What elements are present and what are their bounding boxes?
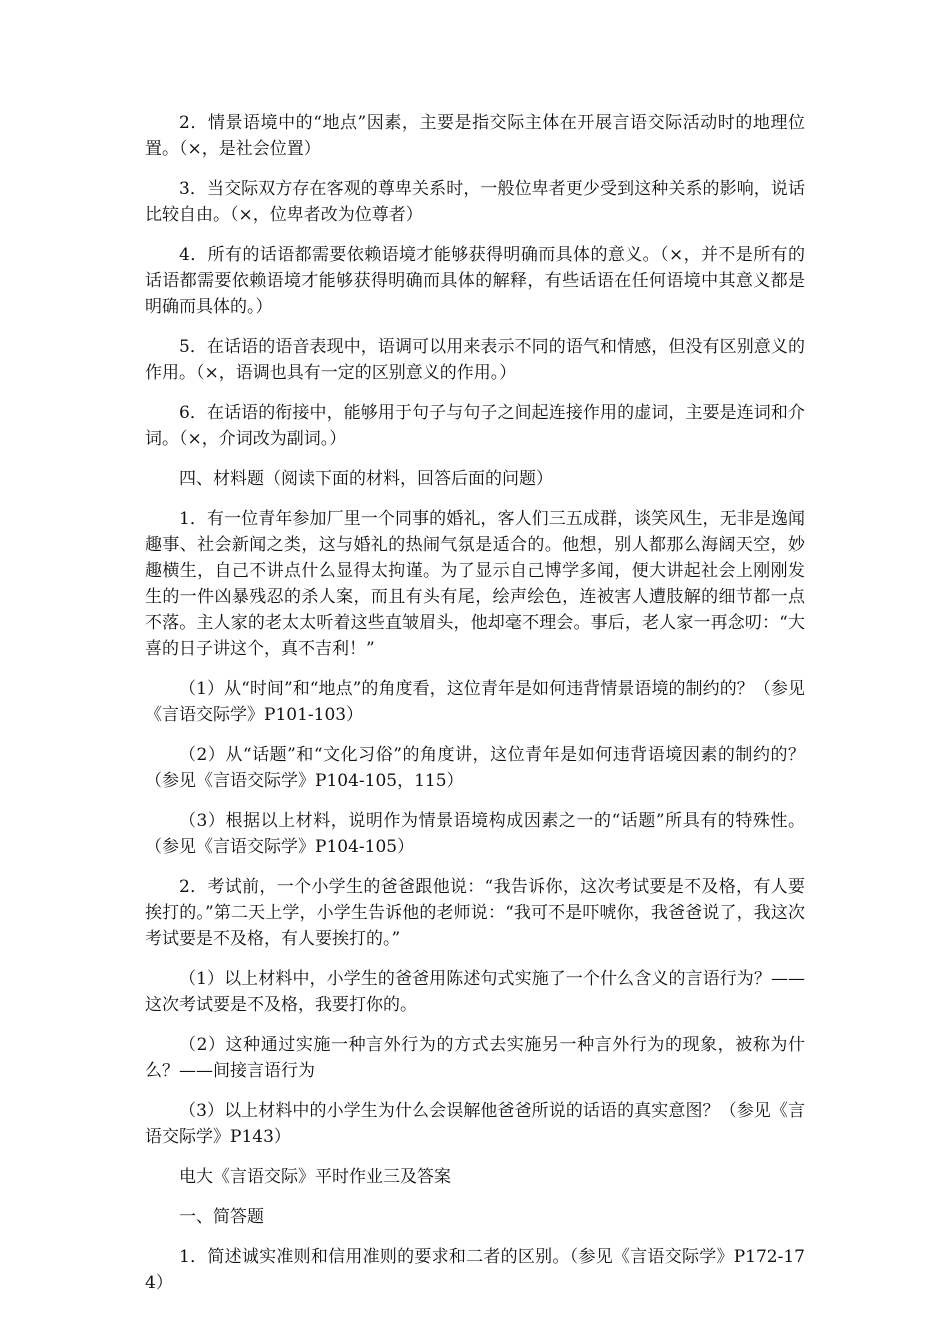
material-2-question-3: （3）以上材料中的小学生为什么会误解他爸爸所说的话语的真实意图？（参见《言语交际学》P143） <box>145 1101 805 1147</box>
material-2-question-1: （1）以上材料中，小学生的爸爸用陈述句式实施了一个什么含义的言语行为？——这次考试要是不及格，我要打你的。 <box>145 969 805 1015</box>
material-1-passage: 1．有一位青年参加厂里一个同事的婚礼，客人们三五成群，谈笑风生，无非是逸闻趣事、社会新闻之类，这与婚礼的热闹气氛是适合的。他想，别人都那么海阔天空，妙趣横生，自己不讲点什么显得太拘谨。为了显示自己博学多闻，便大讲起社会上刚刚发生的一件凶暴残忍的杀人案，而且有头有尾，绘声绘色，连被害人遭肢解的细节都一点不落。主人家的老太太听着这些直皱眉头，他却毫不理会。事后，老人家一再念叨：“大喜的日子讲这个，真不吉利！” <box>145 509 805 659</box>
section-heading-material: 四、材料题（阅读下面的材料，回答后面的问题） <box>179 469 553 489</box>
material-2-passage: 2．考试前，一个小学生的爸爸跟他说：“我告诉你，这次考试要是不及格，有人要挨打的。”第二天上学，小学生告诉他的老师说：“我可不是吓唬你，我爸爸说了，我这次考试要是不及格，有人要挨打的。” <box>145 877 805 949</box>
section-heading-short-answer: 一、简答题 <box>179 1207 264 1227</box>
short-answer-question-1: 1．简述诚实准则和信用准则的要求和二者的区别。（参见《言语交际学》P172-174） <box>145 1247 805 1293</box>
material-1-question-3: （3）根据以上材料，说明作为情景语境构成因素之一的“话题”所具有的特殊性。（参见《言语交际学》P104-105） <box>145 811 805 857</box>
paragraph-5: 6．在话语的衔接中，能够用于句子与句子之间起连接作用的虚词，主要是连词和介词。（×，介词改为副词。） <box>145 403 805 449</box>
material-1-question-2: （2）从“话题”和“文化习俗”的角度讲，这位青年是如何违背语境因素的制约的？（参见《言语交际学》P104-105，115） <box>145 745 805 791</box>
assignment-title: 电大《言语交际》平时作业三及答案 <box>179 1167 451 1187</box>
material-2-question-2: （2）这种通过实施一种言外行为的方式去实施另一种言外行为的现象，被称为什么？——间接言语行为 <box>145 1035 805 1081</box>
material-1-question-1: （1）从“时间”和“地点”的角度看，这位青年是如何违背情景语境的制约的？（参见《言语交际学》P101-103） <box>145 679 805 725</box>
paragraph-2: 3．当交际双方存在客观的尊卑关系时，一般位卑者更少受到这种关系的影响，说话比较自由。（×，位卑者改为位尊者） <box>145 179 805 225</box>
paragraph-1: 2．情景语境中的“地点”因素，主要是指交际主体在开展言语交际活动时的地理位置。（×，是社会位置） <box>145 113 805 159</box>
paragraph-4: 5．在话语的语音表现中，语调可以用来表示不同的语气和情感，但没有区别意义的作用。（×，语调也具有一定的区别意义的作用。） <box>145 337 805 383</box>
paragraph-3: 4．所有的话语都需要依赖语境才能够获得明确而具体的意义。（×，并不是所有的话语都需要依赖语境才能够获得明确而具体的解释，有些话语在任何语境中其意义都是明确而具体的。） <box>145 245 805 317</box>
